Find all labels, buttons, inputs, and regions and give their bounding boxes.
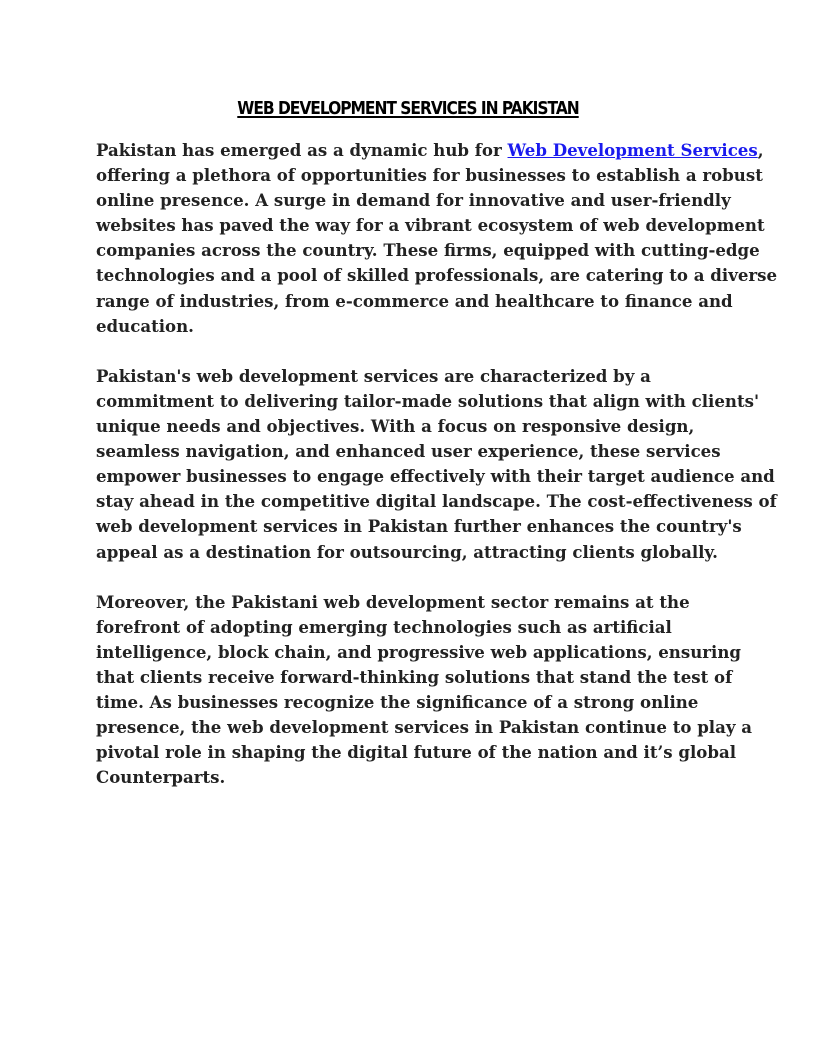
paragraph-2-line: empower businesses to engage effectively with their target audience and bbox=[96, 466, 775, 487]
paragraph-1-line: websites has paved the way for a vibrant ecosystem of web development bbox=[96, 215, 765, 236]
paragraph-3-line: Counterparts. bbox=[96, 767, 226, 788]
paragraph-2-line: commitment to delivering tailor-made solutions that align with clients' bbox=[96, 390, 760, 411]
paragraph-2-line: appeal as a destination for outsourcing, attracting clients globally. bbox=[96, 541, 718, 562]
paragraph-3-line: forefront of adopting emerging technologies such as artificial bbox=[96, 616, 672, 637]
paragraph-2-line: web development services in Pakistan further enhances the country's bbox=[96, 516, 742, 537]
paragraph-1-line: companies across the country. These firms, equipped with cutting-edge bbox=[96, 240, 760, 261]
paragraph-3-line: pivotal role in shaping the digital future of the nation and it’s global bbox=[96, 742, 737, 763]
paragraph-3-line: Moreover, the Pakistani web development sector remains at the bbox=[96, 591, 690, 612]
paragraph-2-line: Pakistan's web development services are characterized by a bbox=[96, 365, 651, 386]
paragraph-1-line: education. bbox=[96, 315, 194, 336]
web-development-services-link[interactable]: Web Development Services bbox=[507, 140, 758, 160]
paragraph-3 bbox=[96, 590, 753, 791]
paragraph-1-comma: , bbox=[757, 140, 764, 160]
paragraph-3-line: that clients receive forward-thinking solutions that stand the test of bbox=[96, 666, 733, 687]
paragraph-2-line: unique needs and objectives. With a focus on responsive design, bbox=[96, 416, 695, 437]
paragraph-2-line: stay ahead in the competitive digital landscape. The cost-effectiveness of bbox=[96, 491, 777, 512]
paragraph-3-line: presence, the web development services in Pakistan continue to play a bbox=[96, 717, 753, 738]
paragraph-1 bbox=[96, 138, 778, 339]
paragraph-1-line: offering a plethora of opportunities for businesses to establish a robust bbox=[96, 165, 763, 186]
paragraph-1-lead-text: Pakistan has emerged as a dynamic hub for bbox=[96, 140, 508, 160]
paragraph-3-line: intelligence, block chain, and progressive web applications, ensuring bbox=[96, 641, 741, 662]
document-body bbox=[96, 138, 778, 816]
paragraph-1-line: range of industries, from e-commerce and healthcare to finance and bbox=[96, 290, 733, 311]
paragraph-1-line: technologies and a pool of skilled professionals, are catering to a diverse bbox=[96, 265, 778, 286]
paragraph-1-line bbox=[96, 138, 764, 163]
paragraph-2-line: seamless navigation, and enhanced user experience, these services bbox=[96, 441, 721, 462]
paragraph-1-line: online presence. A surge in demand for innovative and user-friendly bbox=[96, 190, 731, 211]
paragraph-2 bbox=[96, 364, 777, 565]
paragraph-3-line: time. As businesses recognize the significance of a strong online bbox=[96, 692, 699, 713]
page-title: WEB DEVELOPMENT SERVICES IN PAKISTAN bbox=[237, 98, 579, 119]
